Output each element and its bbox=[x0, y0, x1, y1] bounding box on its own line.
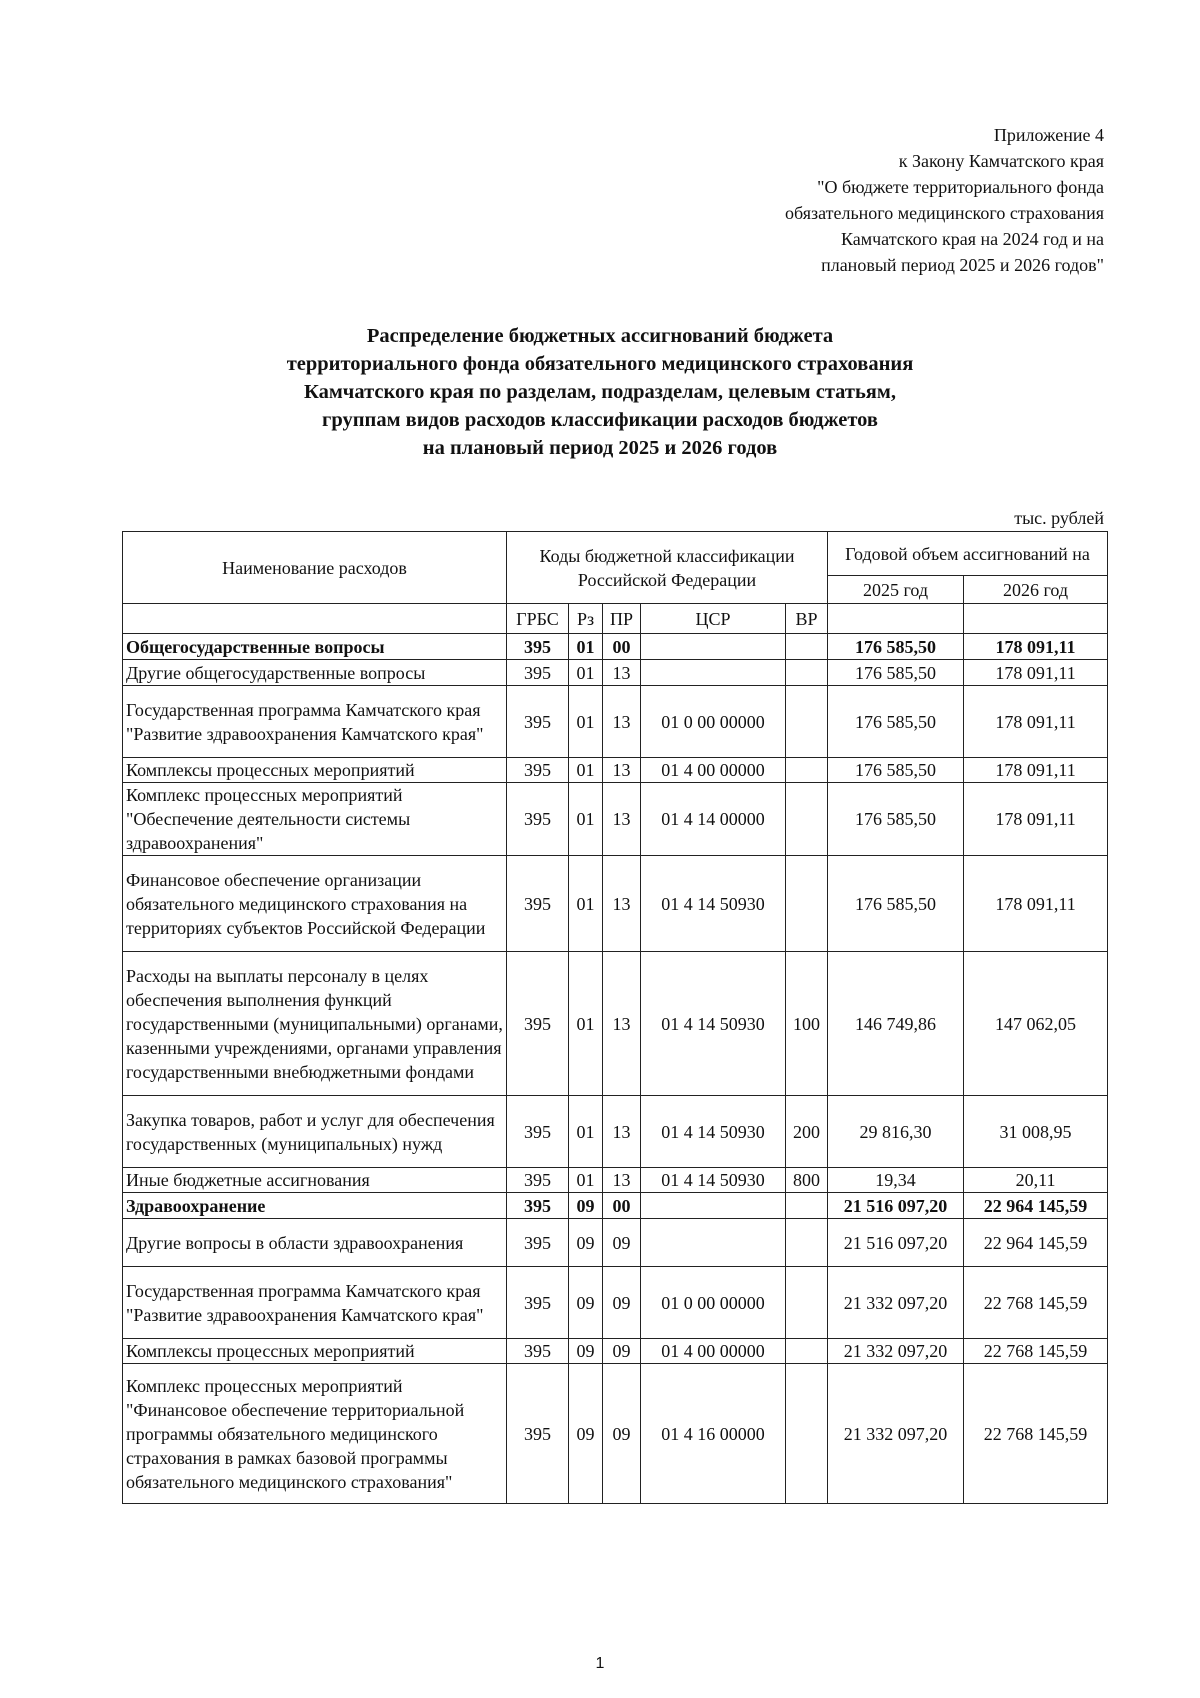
budget-table bbox=[122, 531, 1108, 1504]
title-line: Распределение бюджетных ассигнований бюджета bbox=[366, 325, 834, 347]
cell-v2025: 21 332 097,20 bbox=[828, 1267, 964, 1339]
cell-rz: 01 bbox=[569, 856, 603, 952]
cell-name: Расходы на выплаты персоналу в целях обеспечения выполнения функций государственными (муниципальными) органами, казенными учреждениями, органами управления государственными внебюджетными фондами bbox=[123, 952, 507, 1096]
cell-rz: 09 bbox=[569, 1193, 603, 1219]
table-row bbox=[123, 1339, 1108, 1364]
header-empty bbox=[964, 604, 1108, 634]
title-line: группам видов расходов классификации расходов бюджетов bbox=[322, 409, 878, 431]
cell-v2026: 178 091,11 bbox=[964, 856, 1108, 952]
table-row bbox=[123, 856, 1108, 952]
cell-csr bbox=[641, 660, 786, 686]
cell-v2026: 178 091,11 bbox=[964, 758, 1108, 783]
cell-v2025: 21 332 097,20 bbox=[828, 1364, 964, 1504]
cell-v2026: 178 091,11 bbox=[964, 686, 1108, 758]
title-line: на плановый период 2025 и 2026 годов bbox=[422, 437, 778, 459]
title-line: Камчатского края по разделам, подразделам, целевым статьям, bbox=[304, 381, 896, 403]
cell-v2026: 178 091,11 bbox=[964, 634, 1108, 660]
cell-grbs: 395 bbox=[507, 1267, 569, 1339]
cell-v2026: 178 091,11 bbox=[964, 660, 1108, 686]
cell-pr: 13 bbox=[603, 783, 641, 856]
cell-name: Другие общегосударственные вопросы bbox=[123, 660, 507, 686]
cell-rz: 01 bbox=[569, 686, 603, 758]
cell-vr: 800 bbox=[786, 1168, 828, 1193]
appendix-line: к Закону Камчатского края bbox=[898, 151, 1104, 171]
cell-v2025: 176 585,50 bbox=[828, 783, 964, 856]
cell-name: Комплексы процессных мероприятий bbox=[123, 1339, 507, 1364]
cell-v2025: 176 585,50 bbox=[828, 634, 964, 660]
cell-grbs: 395 bbox=[507, 634, 569, 660]
cell-name: Общегосударственные вопросы bbox=[123, 634, 507, 660]
cell-pr: 13 bbox=[603, 856, 641, 952]
cell-csr: 01 0 00 00000 bbox=[641, 686, 786, 758]
cell-grbs: 395 bbox=[507, 952, 569, 1096]
cell-csr: 01 4 00 00000 bbox=[641, 1339, 786, 1364]
cell-vr bbox=[786, 1193, 828, 1219]
cell-v2026: 22 964 145,59 bbox=[964, 1193, 1108, 1219]
cell-csr: 01 4 16 00000 bbox=[641, 1364, 786, 1504]
table-row bbox=[123, 660, 1108, 686]
cell-rz: 01 bbox=[569, 1168, 603, 1193]
cell-name: Комплекс процессных мероприятий "Финансовое обеспечение территориальной программы обязательного медицинского страхования в рамках базовой программы обязательного медицинского страхования" bbox=[123, 1364, 507, 1504]
cell-grbs: 395 bbox=[507, 660, 569, 686]
cell-v2026: 147 062,05 bbox=[964, 952, 1108, 1096]
cell-csr bbox=[641, 1193, 786, 1219]
document-title bbox=[0, 322, 1200, 462]
cell-name: Здравоохранение bbox=[123, 1193, 507, 1219]
cell-vr bbox=[786, 1339, 828, 1364]
cell-csr bbox=[641, 634, 786, 660]
cell-rz: 01 bbox=[569, 783, 603, 856]
cell-grbs: 395 bbox=[507, 1339, 569, 1364]
cell-v2026: 22 768 145,59 bbox=[964, 1267, 1108, 1339]
cell-name: Комплекс процессных мероприятий "Обеспечение деятельности системы здравоохранения" bbox=[123, 783, 507, 856]
header-empty bbox=[123, 604, 507, 634]
cell-csr bbox=[641, 1219, 786, 1267]
page-number: 1 bbox=[595, 1655, 605, 1672]
header-empty bbox=[828, 604, 964, 634]
cell-rz: 01 bbox=[569, 660, 603, 686]
cell-v2026: 178 091,11 bbox=[964, 783, 1108, 856]
cell-rz: 01 bbox=[569, 1096, 603, 1168]
cell-vr bbox=[786, 1219, 828, 1267]
units-label: тыс. рублей bbox=[1014, 508, 1104, 528]
cell-pr: 13 bbox=[603, 952, 641, 1096]
table-row bbox=[123, 758, 1108, 783]
cell-vr bbox=[786, 1364, 828, 1504]
header-2025: 2025 год bbox=[828, 576, 964, 604]
cell-name: Другие вопросы в области здравоохранения bbox=[123, 1219, 507, 1267]
table-row bbox=[123, 634, 1108, 660]
cell-rz: 09 bbox=[569, 1219, 603, 1267]
cell-v2025: 19,34 bbox=[828, 1168, 964, 1193]
cell-grbs: 395 bbox=[507, 1168, 569, 1193]
cell-vr bbox=[786, 1267, 828, 1339]
cell-v2026: 22 964 145,59 bbox=[964, 1219, 1108, 1267]
cell-vr bbox=[786, 634, 828, 660]
cell-v2025: 176 585,50 bbox=[828, 686, 964, 758]
cell-rz: 01 bbox=[569, 952, 603, 1096]
cell-vr bbox=[786, 783, 828, 856]
cell-rz: 09 bbox=[569, 1267, 603, 1339]
header-volume: Годовой объем ассигнований на bbox=[828, 532, 1108, 576]
cell-pr: 00 bbox=[603, 1193, 641, 1219]
cell-vr: 100 bbox=[786, 952, 828, 1096]
cell-pr: 09 bbox=[603, 1339, 641, 1364]
cell-v2025: 21 516 097,20 bbox=[828, 1193, 964, 1219]
cell-grbs: 395 bbox=[507, 1364, 569, 1504]
cell-pr: 13 bbox=[603, 1168, 641, 1193]
cell-rz: 01 bbox=[569, 758, 603, 783]
table-row bbox=[123, 1364, 1108, 1504]
cell-v2026: 22 768 145,59 bbox=[964, 1339, 1108, 1364]
title-line: территориального фонда обязательного медицинского страхования bbox=[286, 353, 914, 375]
cell-v2025: 176 585,50 bbox=[828, 856, 964, 952]
cell-vr bbox=[786, 856, 828, 952]
cell-name: Государственная программа Камчатского края "Развитие здравоохранения Камчатского края" bbox=[123, 686, 507, 758]
cell-name: Иные бюджетные ассигнования bbox=[123, 1168, 507, 1193]
cell-v2025: 176 585,50 bbox=[828, 660, 964, 686]
cell-csr: 01 4 14 50930 bbox=[641, 1168, 786, 1193]
table-row bbox=[123, 1219, 1108, 1267]
cell-grbs: 395 bbox=[507, 1096, 569, 1168]
cell-v2025: 176 585,50 bbox=[828, 758, 964, 783]
header-vr: ВР bbox=[786, 604, 828, 634]
cell-grbs: 395 bbox=[507, 783, 569, 856]
table-row bbox=[123, 1096, 1108, 1168]
cell-name: Государственная программа Камчатского края "Развитие здравоохранения Камчатского края" bbox=[123, 1267, 507, 1339]
cell-rz: 01 bbox=[569, 634, 603, 660]
appendix-line: плановый период 2025 и 2026 годов" bbox=[821, 255, 1104, 275]
cell-csr: 01 4 14 50930 bbox=[641, 1096, 786, 1168]
table-row bbox=[123, 1267, 1108, 1339]
cell-vr bbox=[786, 660, 828, 686]
header-2026: 2026 год bbox=[964, 576, 1108, 604]
cell-grbs: 395 bbox=[507, 1193, 569, 1219]
cell-vr: 200 bbox=[786, 1096, 828, 1168]
header-rz: Рз bbox=[569, 604, 603, 634]
header-codes: Коды бюджетной классификации Российской Федерации bbox=[507, 532, 828, 604]
table-row bbox=[123, 686, 1108, 758]
cell-pr: 09 bbox=[603, 1219, 641, 1267]
cell-v2025: 21 516 097,20 bbox=[828, 1219, 964, 1267]
cell-name: Финансовое обеспечение организации обязательного медицинского страхования на территориях субъектов Российской Федерации bbox=[123, 856, 507, 952]
cell-name: Комплексы процессных мероприятий bbox=[123, 758, 507, 783]
cell-csr: 01 4 00 00000 bbox=[641, 758, 786, 783]
table-row bbox=[123, 1193, 1108, 1219]
appendix-line: "О бюджете территориального фонда bbox=[817, 177, 1104, 197]
cell-csr: 01 4 14 50930 bbox=[641, 856, 786, 952]
cell-pr: 13 bbox=[603, 686, 641, 758]
header-name: Наименование расходов bbox=[123, 532, 507, 604]
header-pr: ПР bbox=[603, 604, 641, 634]
cell-grbs: 395 bbox=[507, 1219, 569, 1267]
cell-csr: 01 4 14 50930 bbox=[641, 952, 786, 1096]
cell-pr: 13 bbox=[603, 660, 641, 686]
table-row bbox=[123, 783, 1108, 856]
cell-pr: 13 bbox=[603, 758, 641, 783]
cell-v2026: 20,11 bbox=[964, 1168, 1108, 1193]
cell-v2025: 21 332 097,20 bbox=[828, 1339, 964, 1364]
cell-vr bbox=[786, 686, 828, 758]
cell-rz: 09 bbox=[569, 1339, 603, 1364]
header-csr: ЦСР bbox=[641, 604, 786, 634]
header-grbs: ГРБС bbox=[507, 604, 569, 634]
cell-pr: 00 bbox=[603, 634, 641, 660]
cell-pr: 09 bbox=[603, 1267, 641, 1339]
cell-rz: 09 bbox=[569, 1364, 603, 1504]
table-row bbox=[123, 952, 1108, 1096]
cell-grbs: 395 bbox=[507, 856, 569, 952]
cell-vr bbox=[786, 758, 828, 783]
cell-pr: 13 bbox=[603, 1096, 641, 1168]
cell-pr: 09 bbox=[603, 1364, 641, 1504]
appendix-line: Приложение 4 bbox=[993, 125, 1104, 145]
cell-grbs: 395 bbox=[507, 758, 569, 783]
appendix-line: Камчатского края на 2024 год и на bbox=[840, 229, 1104, 249]
cell-name: Закупка товаров, работ и услуг для обеспечения государственных (муниципальных) нужд bbox=[123, 1096, 507, 1168]
cell-v2025: 29 816,30 bbox=[828, 1096, 964, 1168]
appendix-line: обязательного медицинского страхования bbox=[785, 203, 1104, 223]
cell-csr: 01 4 14 00000 bbox=[641, 783, 786, 856]
cell-grbs: 395 bbox=[507, 686, 569, 758]
cell-v2025: 146 749,86 bbox=[828, 952, 964, 1096]
table-row bbox=[123, 1168, 1108, 1193]
cell-v2026: 31 008,95 bbox=[964, 1096, 1108, 1168]
cell-csr: 01 0 00 00000 bbox=[641, 1267, 786, 1339]
appendix-note bbox=[785, 122, 1104, 278]
cell-v2026: 22 768 145,59 bbox=[964, 1364, 1108, 1504]
